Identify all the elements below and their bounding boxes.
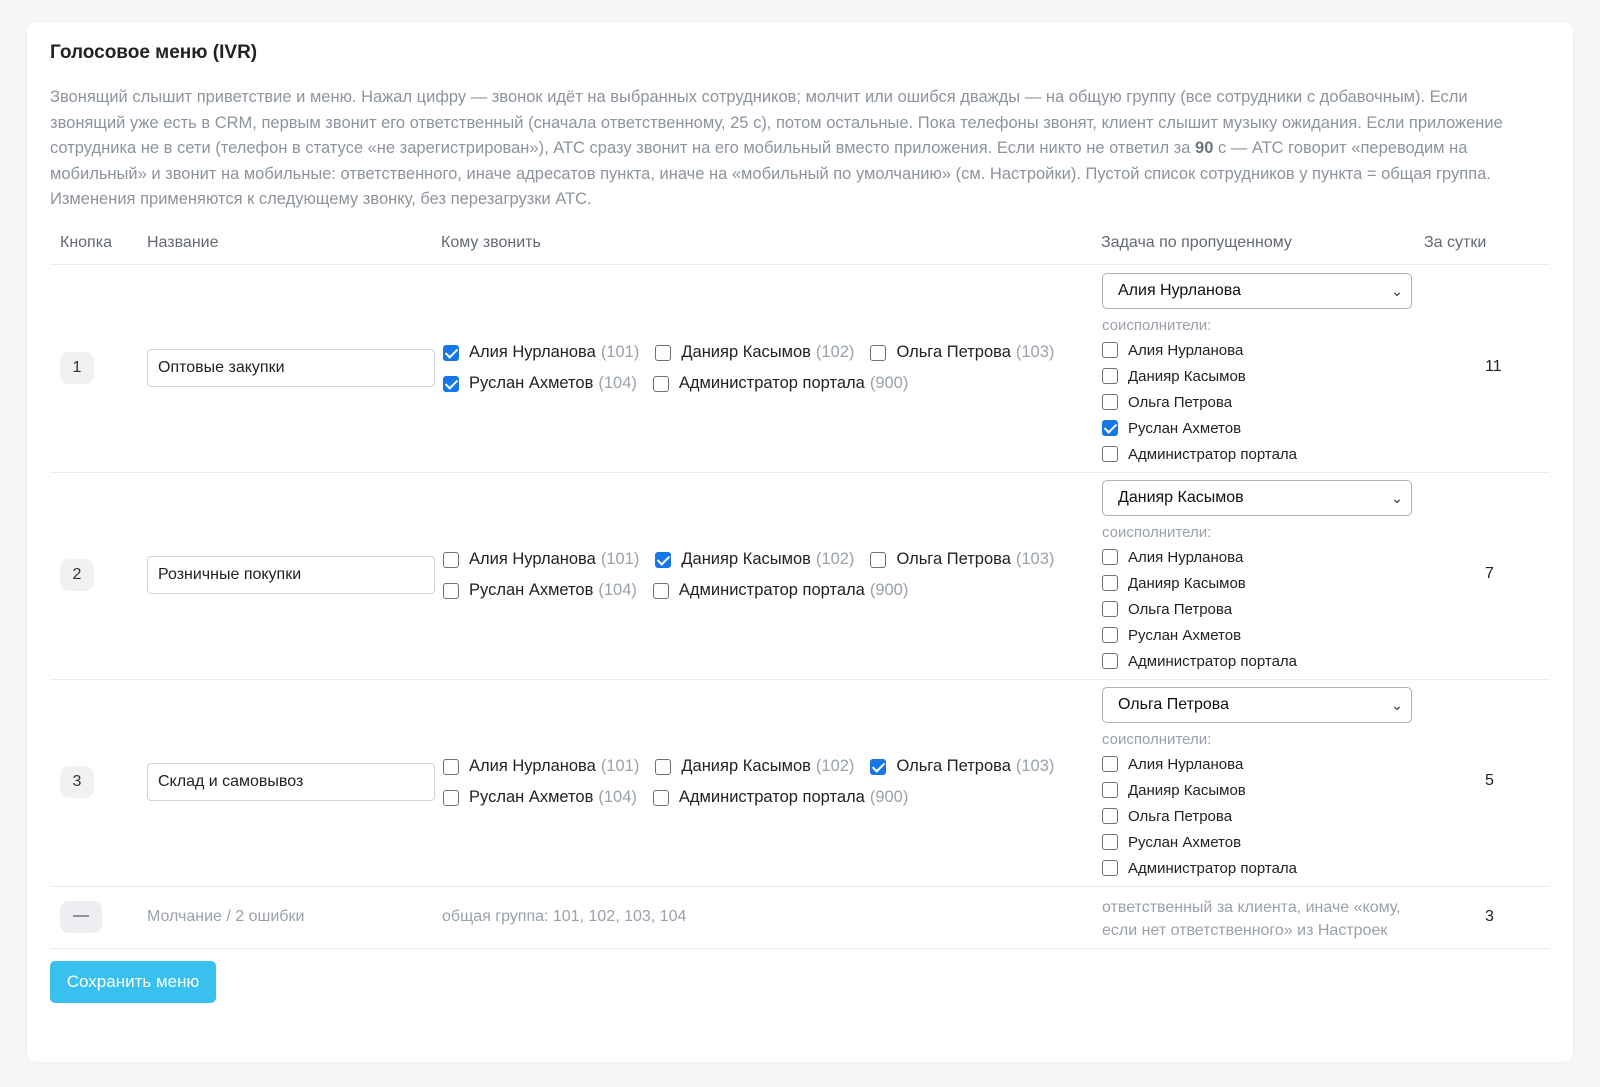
employee-extension: (101) (600, 550, 640, 568)
coexecutor-name: Алия Нурланова (1128, 341, 1244, 359)
target-option[interactable] (443, 581, 637, 600)
target-checkbox[interactable] (443, 790, 459, 806)
missed-task-settings (1102, 273, 1412, 467)
coexecutor-name: Алия Нурланова (1128, 548, 1244, 566)
task-assignee-value: Ольга Петрова (1118, 696, 1229, 713)
fallback-name: Молчание / 2 ошибки (147, 908, 305, 925)
button-number-badge: 3 (60, 766, 94, 798)
employee-name: Ольга Петрова (896, 757, 1011, 775)
coexecutor-checkbox[interactable] (1102, 575, 1118, 591)
target-checkbox[interactable] (655, 552, 671, 568)
employee-name: Руслан Ахметов (469, 581, 594, 599)
coexecutor-option[interactable] (1102, 648, 1412, 674)
employee-extension: (101) (600, 343, 640, 361)
chevron-down-icon: ⌄ (1391, 490, 1403, 506)
col-button: Кнопка (60, 234, 112, 251)
target-checkbox[interactable] (655, 345, 671, 361)
coexecutor-name: Ольга Петрова (1128, 393, 1233, 411)
col-task: Задача по пропущенному (1101, 234, 1292, 251)
divider (50, 948, 1550, 949)
employee-name: Алия Нурланова (469, 343, 596, 361)
target-option[interactable] (653, 374, 908, 393)
coexecutor-option[interactable] (1102, 544, 1412, 570)
coexecutor-checkbox[interactable] (1102, 808, 1118, 824)
employee-name: Администратор портала (678, 581, 865, 599)
target-option[interactable] (443, 757, 639, 776)
coexecutor-checkbox[interactable] (1102, 627, 1118, 643)
fallback-task: ответственный за клиента, иначе «кому, если нет ответственного» из Настроек (1102, 899, 1401, 939)
chevron-down-icon: ⌄ (1391, 697, 1403, 713)
fallback-badge: — (60, 901, 102, 933)
coexecutor-option[interactable] (1102, 570, 1412, 596)
targets-group (443, 337, 1063, 399)
target-checkbox[interactable] (443, 583, 459, 599)
employee-extension: (900) (869, 581, 909, 599)
target-option[interactable] (653, 788, 908, 807)
employee-extension: (103) (1015, 757, 1055, 775)
menu-row (50, 472, 1550, 679)
menu-row (50, 265, 1550, 472)
coexecutors-label: соисполнители: (1102, 524, 1212, 541)
coexecutor-name: Ольга Петрова (1128, 600, 1233, 618)
target-checkbox[interactable] (443, 376, 459, 392)
target-option[interactable] (870, 757, 1054, 776)
col-targets: Кому звонить (441, 234, 541, 251)
target-checkbox[interactable] (443, 759, 459, 775)
menu-item-name-input[interactable] (147, 763, 435, 801)
targets-group (443, 544, 1063, 606)
target-checkbox[interactable] (655, 759, 671, 775)
coexecutor-option[interactable] (1102, 622, 1412, 648)
target-option[interactable] (870, 550, 1054, 569)
employee-extension: (102) (815, 343, 855, 361)
fallback-group: общая группа: 101, 102, 103, 104 (442, 908, 687, 925)
coexecutor-checkbox[interactable] (1102, 834, 1118, 850)
employee-name: Руслан Ахметов (469, 788, 594, 806)
target-option[interactable] (655, 550, 854, 569)
employee-extension: (103) (1015, 343, 1055, 361)
coexecutor-option[interactable] (1102, 777, 1412, 803)
target-checkbox[interactable] (653, 376, 669, 392)
employee-extension: (900) (869, 374, 909, 392)
employee-name: Администратор портала (678, 788, 865, 806)
coexecutors-label: соисполнители: (1102, 317, 1212, 334)
employee-name: Руслан Ахметов (469, 374, 594, 392)
description (50, 85, 1530, 213)
employee-name: Ольга Петрова (896, 550, 1011, 568)
employee-name: Алия Нурланова (469, 757, 596, 775)
menu-row (50, 679, 1550, 886)
coexecutors-label: соисполнители: (1102, 731, 1212, 748)
daily-count: 11 (1485, 358, 1502, 375)
ivr-card (27, 22, 1573, 1062)
task-assignee-value: Алия Нурланова (1118, 282, 1241, 299)
daily-count: 7 (1485, 565, 1494, 582)
target-option[interactable] (653, 581, 908, 600)
target-checkbox[interactable] (653, 583, 669, 599)
employee-extension: (104) (598, 374, 637, 392)
employee-name: Данияр Касымов (681, 550, 811, 568)
coexecutor-name: Данияр Касымов (1128, 367, 1246, 385)
coexecutor-option[interactable] (1102, 415, 1412, 441)
task-assignee-select[interactable] (1102, 273, 1412, 309)
coexecutor-name: Администратор портала (1128, 652, 1298, 670)
coexecutor-checkbox[interactable] (1102, 394, 1118, 410)
coexecutor-checkbox[interactable] (1102, 860, 1118, 876)
coexecutor-option[interactable] (1102, 389, 1412, 415)
target-option[interactable] (655, 343, 854, 362)
coexecutor-option[interactable] (1102, 441, 1412, 467)
targets-group (443, 751, 1063, 813)
employee-extension: (102) (815, 550, 855, 568)
employee-extension: (104) (598, 788, 637, 806)
coexecutor-name: Администратор портала (1128, 445, 1298, 463)
coexecutor-checkbox[interactable] (1102, 420, 1118, 436)
divider (50, 472, 1550, 473)
coexecutor-name: Ольга Петрова (1128, 807, 1233, 825)
coexecutor-checkbox[interactable] (1102, 756, 1118, 772)
target-checkbox[interactable] (870, 552, 886, 568)
daily-count: 5 (1485, 772, 1494, 789)
missed-task-settings (1102, 480, 1412, 674)
coexecutor-name: Руслан Ахметов (1128, 626, 1242, 644)
fallback-count: 3 (1485, 908, 1494, 925)
coexecutor-name: Данияр Касымов (1128, 574, 1246, 592)
divider (50, 679, 1550, 680)
task-assignee-value: Данияр Касымов (1118, 489, 1244, 506)
coexecutor-option[interactable] (1102, 803, 1412, 829)
target-checkbox[interactable] (870, 345, 886, 361)
menu-item-name-input[interactable] (147, 349, 435, 387)
menu-item-name-input[interactable] (147, 556, 435, 594)
employee-name: Ольга Петрова (896, 343, 1011, 361)
coexecutor-name: Руслан Ахметов (1128, 833, 1242, 851)
table-header (50, 234, 1550, 264)
coexecutor-name: Администратор портала (1128, 859, 1298, 877)
coexecutor-name: Данияр Касымов (1128, 781, 1246, 799)
employee-extension: (900) (869, 788, 909, 806)
coexecutor-checkbox[interactable] (1102, 368, 1118, 384)
employee-name: Данияр Касымов (681, 343, 811, 361)
coexecutor-checkbox[interactable] (1102, 549, 1118, 565)
description-text-1: Звонящий слышит приветствие и меню. Нажал цифру — звонок идёт на выбранных сотрудников; молчит или ошибся дважды — на общую группу (все сотрудники с добавочным). Если звонящий уже есть в CRM, первым звонит его ответственный (сначала ответственному, 25 с), потом остальные. Пока телефоны звонят, клиент слышит музыку ожидания. Если приложение сотрудника не в сети (телефон в статусе «не зарегистрирован»), АТС сразу звонит на его мобильный вместо приложения. Если никто не ответил за (50, 88, 1503, 157)
coexecutor-checkbox[interactable] (1102, 653, 1118, 669)
missed-task-settings (1102, 687, 1412, 881)
target-checkbox[interactable] (653, 790, 669, 806)
target-option[interactable] (443, 550, 639, 569)
target-option[interactable] (443, 788, 637, 807)
coexecutor-option[interactable] (1102, 751, 1412, 777)
button-number-badge: 1 (60, 352, 94, 384)
coexecutor-option[interactable] (1102, 363, 1412, 389)
target-checkbox[interactable] (443, 552, 459, 568)
fallback-row (50, 887, 1550, 949)
target-option[interactable] (443, 343, 639, 362)
coexecutor-checkbox[interactable] (1102, 601, 1118, 617)
description-timeout: 90 (1195, 139, 1214, 157)
employee-extension: (102) (815, 757, 855, 775)
coexecutor-option[interactable] (1102, 855, 1412, 881)
target-checkbox[interactable] (870, 759, 886, 775)
coexecutor-option[interactable] (1102, 596, 1412, 622)
task-assignee-select[interactable] (1102, 480, 1412, 516)
coexecutor-name: Алия Нурланова (1128, 755, 1244, 773)
button-number-badge: 2 (60, 559, 94, 591)
coexecutor-checkbox[interactable] (1102, 446, 1118, 462)
col-name: Название (147, 234, 219, 251)
chevron-down-icon: ⌄ (1391, 283, 1403, 299)
target-checkbox[interactable] (443, 345, 459, 361)
coexecutor-checkbox[interactable] (1102, 782, 1118, 798)
coexecutor-checkbox[interactable] (1102, 342, 1118, 358)
page-title: Голосовое меню (IVR) (50, 42, 258, 63)
employee-name: Администратор портала (678, 374, 865, 392)
target-option[interactable] (655, 757, 854, 776)
coexecutor-name: Руслан Ахметов (1128, 419, 1242, 437)
coexecutor-option[interactable] (1102, 829, 1412, 855)
target-option[interactable] (870, 343, 1054, 362)
employee-extension: (104) (598, 581, 637, 599)
target-option[interactable] (443, 374, 637, 393)
description-text-2: с — АТС говорит «переводим на мобильный» и звонит на мобильные: ответственного, иначе адресатов пункта, иначе на «мобильный по умолчанию» (см. Настройки). Пустой список сотрудников у пункта = общая группа. Изменения применяются к следующему звонку, без перезагрузки АТС. (50, 139, 1491, 208)
save-menu-button[interactable]: Сохранить меню (50, 961, 216, 1003)
task-assignee-select[interactable] (1102, 687, 1412, 723)
employee-name: Алия Нурланова (469, 550, 596, 568)
employee-name: Данияр Касымов (681, 757, 811, 775)
col-count: За сутки (1424, 234, 1487, 251)
coexecutor-option[interactable] (1102, 337, 1412, 363)
employee-extension: (103) (1015, 550, 1055, 568)
employee-extension: (101) (600, 757, 640, 775)
